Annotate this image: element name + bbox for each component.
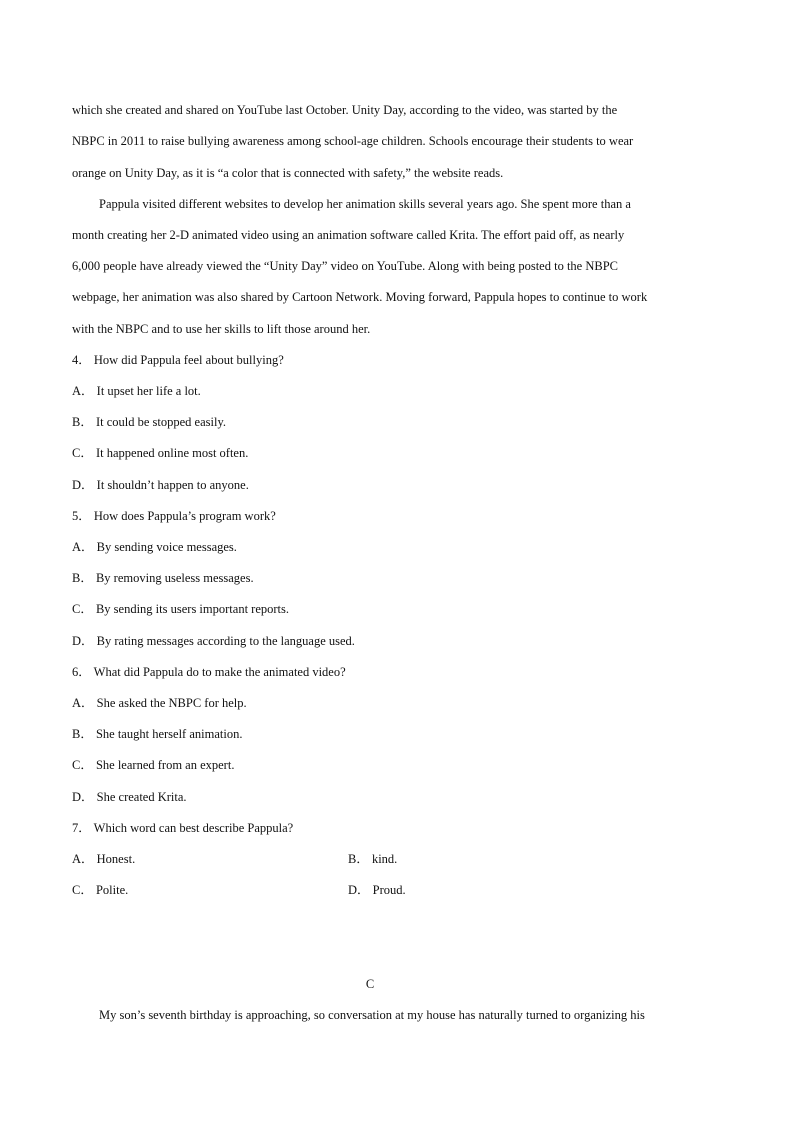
passage-line: with the NBPC and to use her skills to lift those around her. bbox=[72, 322, 371, 336]
passage-line: which she created and shared on YouTube last October. Unity Day, according to the video, was started by the bbox=[72, 103, 618, 117]
answer-option: C． She learned from an expert. bbox=[72, 758, 235, 772]
question-stem: 4． How did Pappula feel about bullying? bbox=[72, 353, 284, 367]
answer-option: B． kind. bbox=[348, 852, 398, 866]
question-stem: 6． What did Pappula do to make the animated video? bbox=[72, 665, 346, 679]
passage-line: 6,000 people have already viewed the “Unity Day” video on YouTube. Along with being posted to the NBPC bbox=[72, 259, 618, 273]
answer-option: B． She taught herself animation. bbox=[72, 727, 243, 741]
passage-line: orange on Unity Day, as it is “a color that is connected with safety,” the website reads. bbox=[72, 166, 504, 180]
answer-option: C． By sending its users important reports. bbox=[72, 602, 289, 616]
answer-option: A． She asked the NBPC for help. bbox=[72, 696, 247, 710]
answer-option: B． By removing useless messages. bbox=[72, 571, 254, 585]
passage-line: month creating her 2-D animated video using an animation software called Krita. The effort paid off, as nearly bbox=[72, 228, 625, 242]
question-stem: 7． Which word can best describe Pappula? bbox=[72, 821, 294, 835]
question-stem: 5． How does Pappula’s program work? bbox=[72, 509, 276, 523]
answer-option: C． Polite. bbox=[72, 883, 129, 897]
answer-option: D． It shouldn’t happen to anyone. bbox=[72, 478, 249, 492]
answer-option: D． By rating messages according to the language used. bbox=[72, 634, 355, 648]
passage-line: My son’s seventh birthday is approaching, so conversation at my house has naturally turned to organizing his bbox=[99, 1008, 645, 1022]
passage-line: NBPC in 2011 to raise bullying awareness among school-age children. Schools encourage their students to wear bbox=[72, 134, 634, 148]
answer-option: A． Honest. bbox=[72, 852, 136, 866]
answer-option: A． By sending voice messages. bbox=[72, 540, 237, 554]
section-heading: C bbox=[365, 977, 375, 991]
answer-option: D． She created Krita. bbox=[72, 790, 187, 804]
answer-option: B． It could be stopped easily. bbox=[72, 415, 227, 429]
passage-line: Pappula visited different websites to develop her animation skills several years ago. She spent more than a bbox=[99, 197, 631, 211]
answer-option: C． It happened online most often. bbox=[72, 446, 249, 460]
passage-line: webpage, her animation was also shared by Cartoon Network. Moving forward, Pappula hopes to continue to work bbox=[72, 290, 648, 304]
answer-option: A． It upset her life a lot. bbox=[72, 384, 201, 398]
answer-option: D． Proud. bbox=[348, 883, 406, 897]
